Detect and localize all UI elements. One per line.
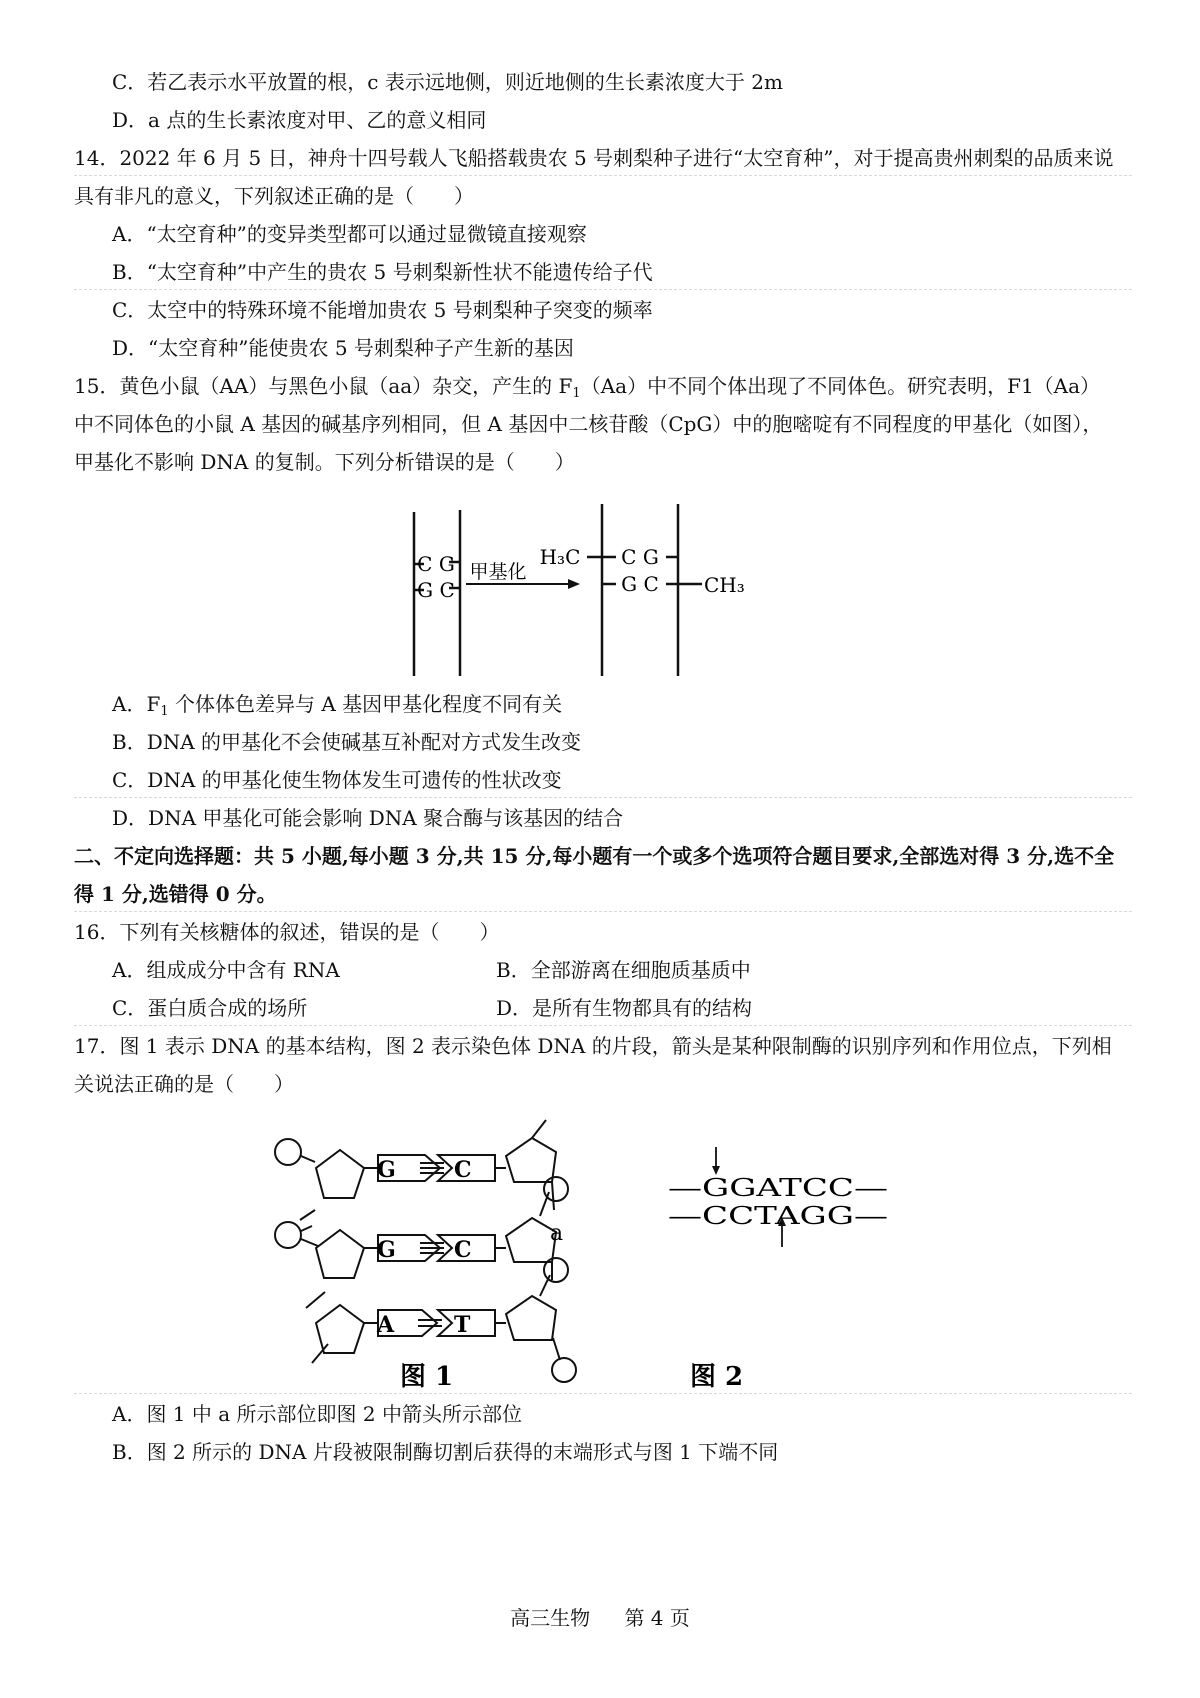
q14-option-d: D．“太空育种”能使贵农 5 号刺梨种子产生新的基因 [112, 336, 574, 360]
section-2-heading-line-2: 得 1 分,选错得 0 分。 [74, 882, 277, 906]
base-pair-right-2: G C [621, 572, 659, 596]
footer-subject: 高三生物 [510, 1606, 591, 1630]
q15-option-b: B．DNA 的甲基化不会使碱基互补配对方式发生改变 [112, 730, 582, 754]
deoxyribose-right-2 [506, 1218, 556, 1262]
base-t-3: T [454, 1312, 471, 1338]
footer-page-number: 第 4 页 [624, 1606, 690, 1630]
base-a-3: A [377, 1312, 395, 1338]
base-pair-left-2: G C [417, 578, 455, 602]
divider [74, 175, 1132, 176]
q15-option-a-subscript: 1 [160, 704, 169, 719]
divider [74, 289, 1132, 290]
deoxyribose-right-1 [506, 1138, 556, 1182]
arrow-head [568, 579, 580, 589]
q15-option-d: D．DNA 甲基化可能会影响 DNA 聚合酶与该基因的结合 [112, 806, 624, 830]
divider [74, 1393, 1132, 1394]
marker-a: a [550, 1221, 564, 1246]
dna-bottom-strand: —CCTAGG— [668, 1202, 888, 1230]
methyl-label-left: H₃C [539, 545, 581, 569]
methyl-label-right: CH₃ [704, 573, 745, 597]
q15-option-a-part-1: A．F [112, 692, 161, 716]
q15-option-c: C．DNA 的甲基化使生物体发生可遗传的性状改变 [112, 768, 562, 792]
q15-option-a [112, 690, 562, 726]
q16-option-d: D．是所有生物都具有的结构 [496, 996, 753, 1020]
q16-option-a: A．组成成分中含有 RNA [112, 958, 340, 982]
restriction-site-figure-2 [668, 1145, 908, 1395]
deoxyribose-left-1 [316, 1150, 364, 1198]
deoxyribose-left-2 [316, 1230, 364, 1278]
divider [74, 911, 1132, 912]
q15-stem-line-3: 甲基化不影响 DNA 的复制。下列分析错误的是（ ） [74, 450, 575, 474]
q17-stem-line-1: 17．图 1 表示 DNA 的基本结构，图 2 表示染色体 DNA 的片段，箭头是某种限制酶的识别序列和作用位点，下列相 [74, 1034, 1112, 1058]
phosphate-circle [275, 1222, 301, 1248]
q14-stem-line-2: 具有非凡的意义，下列叙述正确的是（ ） [74, 184, 474, 208]
q14-stem-line-1: 14．2022 年 6 月 5 日，神舟十四号载人飞船搭载贵农 5 号刺梨种子进行“太空育种”，对于提高贵州刺梨的品质来说 [74, 146, 1114, 170]
q15-stem-part-1: 15．黄色小鼠（AA）与黑色小鼠（aa）杂交，产生的 F [74, 374, 573, 398]
q15-stem-subscript: 1 [572, 386, 581, 401]
base-pair-right-1: C G [621, 545, 659, 569]
figure-2-caption: 图 2 [690, 1362, 744, 1392]
dna-structure-figure-1 [270, 1110, 630, 1400]
figure-1-caption: 图 1 [400, 1362, 454, 1392]
divider [74, 1025, 1132, 1026]
q16-stem: 16．下列有关核糖体的叙述，错误的是（ ） [74, 920, 500, 944]
q14-option-a: A．“太空育种”的变异类型都可以通过显微镜直接观察 [112, 222, 587, 246]
q15-stem-part-2: （Aa）中不同个体出现了不同体色。研究表明，F1（Aa） [580, 374, 1101, 398]
phosphate-circle [544, 1177, 568, 1201]
dna-top-strand: —GGATCC— [668, 1174, 888, 1202]
methylation-figure [380, 500, 800, 680]
section-2-heading-line-1: 二、不定向选择题：共 5 小题,每小题 3 分,共 15 分,每小题有一个或多个选项符合题目要求,全部选对得 3 分,选不全 [74, 844, 1115, 868]
deoxyribose-left-3 [316, 1305, 364, 1353]
q14-option-b: B．“太空育种”中产生的贵农 5 号刺梨新性状不能遗传给子代 [112, 260, 653, 284]
base-pair-left-1: C G [417, 552, 455, 576]
q15-stem-line-2: 中不同体色的小鼠 A 基因的碱基序列相同，但 A 基因中二核苷酸（CpG）中的胞嘧啶有不同程度的甲基化（如图）， [74, 412, 1103, 436]
page-footer [0, 1604, 1200, 1632]
q17-option-a: A．图 1 中 a 所示部位即图 2 中箭头所示部位 [112, 1402, 522, 1426]
phosphate-circle [552, 1358, 576, 1382]
q17-stem-line-2: 关说法正确的是（ ） [74, 1072, 294, 1096]
deoxyribose-right-3 [506, 1296, 556, 1340]
q15-option-a-part-2: 个体体色差异与 A 基因甲基化程度不同有关 [168, 692, 563, 716]
arrow-label: 甲基化 [469, 561, 527, 583]
base-c-2: C [454, 1237, 472, 1263]
base-c-1: C [454, 1157, 472, 1183]
q13-option-c: C．若乙表示水平放置的根，c 表示远地侧，则近地侧的生长素浓度大于 2m [112, 70, 783, 94]
base-g-1: G [377, 1157, 396, 1183]
q17-option-b: B．图 2 所示的 DNA 片段被限制酶切割后获得的末端形式与图 1 下端不同 [112, 1440, 779, 1464]
q16-option-b: B．全部游离在细胞质基质中 [496, 958, 751, 982]
phosphate-circle [275, 1139, 301, 1165]
phosphate-circle [544, 1258, 568, 1282]
divider [74, 797, 1132, 798]
q16-option-c: C．蛋白质合成的场所 [112, 996, 308, 1020]
base-g-2: G [377, 1237, 396, 1263]
q14-option-c: C．太空中的特殊环境不能增加贵农 5 号刺梨种子突变的频率 [112, 298, 653, 322]
q13-option-d: D．a 点的生长素浓度对甲、乙的意义相同 [112, 108, 487, 132]
q15-stem-line-1 [74, 372, 1100, 408]
